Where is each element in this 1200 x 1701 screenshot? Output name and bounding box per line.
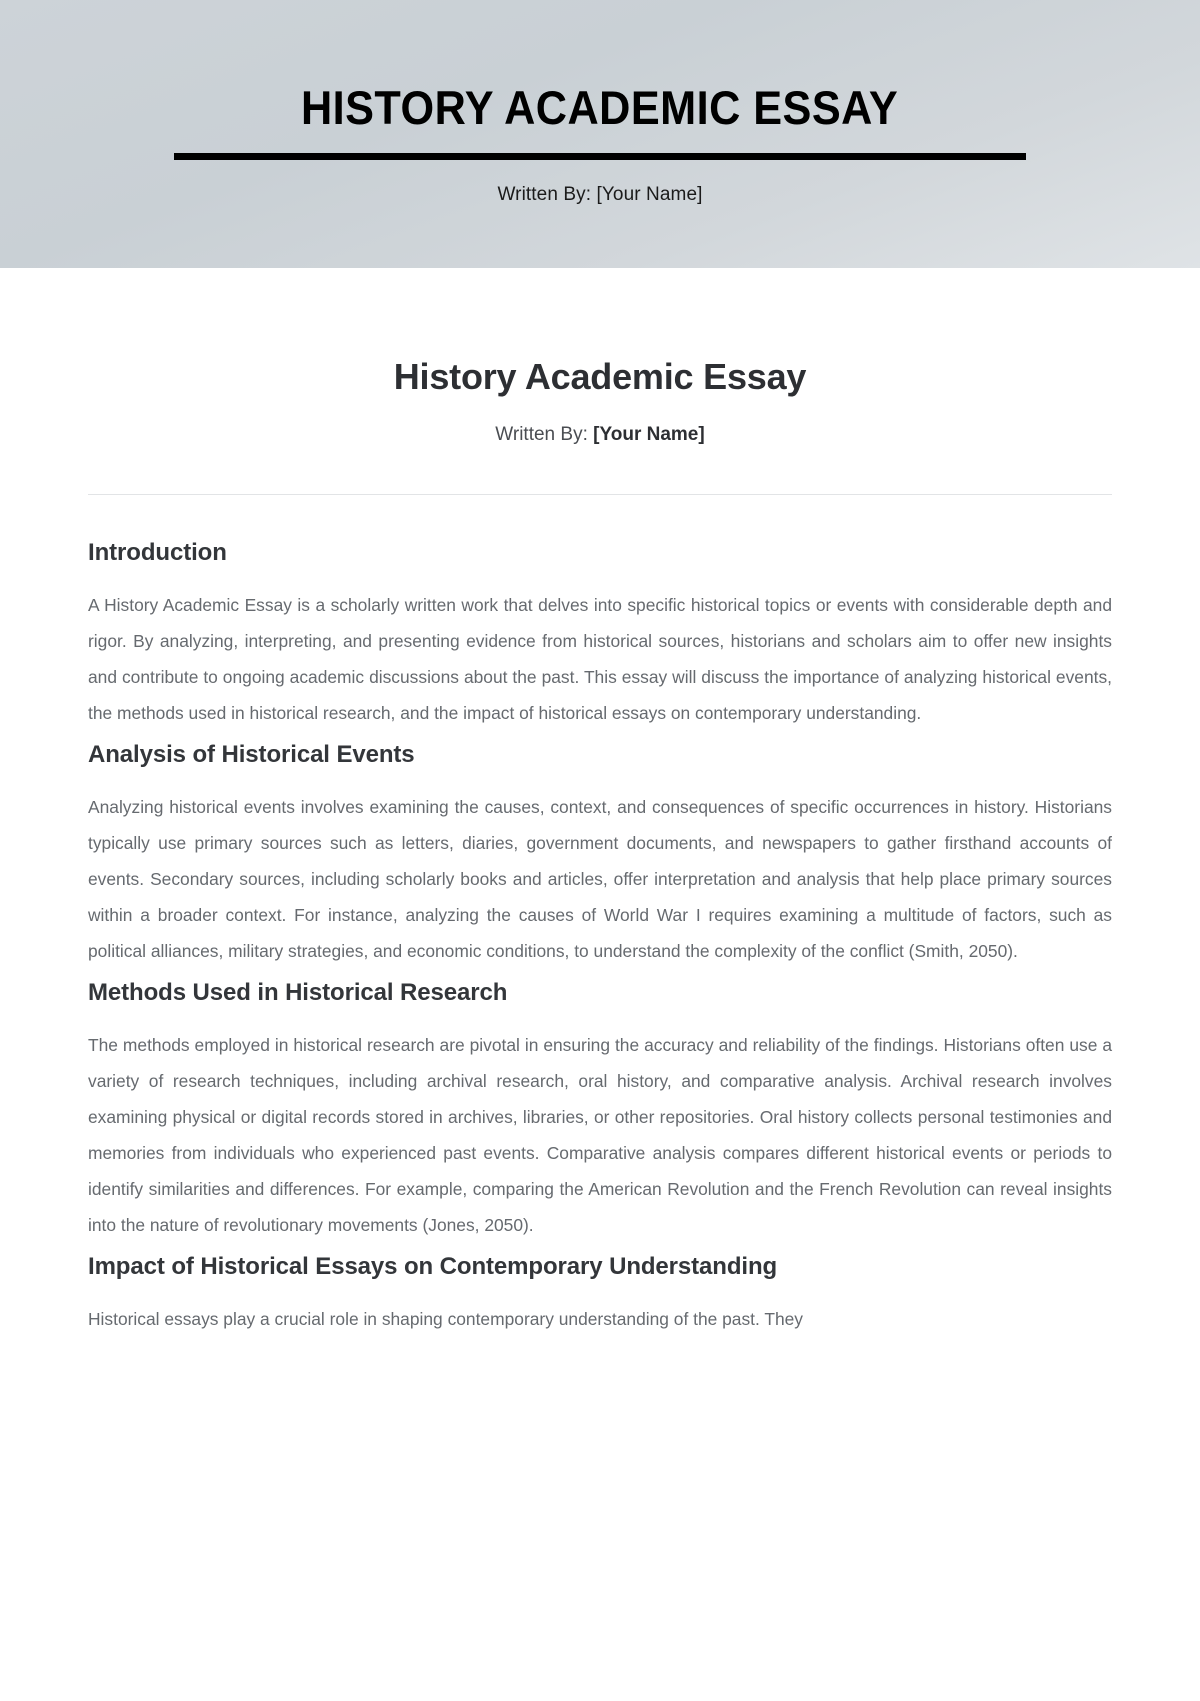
section-body-introduction: A History Academic Essay is a scholarly written work that delves into specific historical topics or events with considerable depth and rigor. By analyzing, interpreting, and presenting evidence from historical sources, historians and scholars aim to offer new insights and contribute to ongoing academic discussions about the past. This essay will discuss the importance of analyzing historical events, the methods used in historical research, and the impact of historical essays on contemporary understanding. bbox=[88, 595, 1112, 723]
section-body-analysis-of-historical-events: Analyzing historical events involves examining the causes, context, and consequences of specific occurrences in history. Historians typically use primary sources such as letters, diaries, government documents, and newspapers to gather firsthand accounts of events. Secondary sources, including scholarly books and articles, offer interpretation and analysis that help place primary sources within a broader context. For instance, analyzing the causes of World War I requires examining a multitude of factors, such as political alliances, military strategies, and economic conditions, to understand the complexity of the conflict (Smith, 2050). bbox=[88, 797, 1112, 961]
byline-value: [Your Name] bbox=[593, 424, 705, 445]
banner-title: HISTORY ACADEMIC ESSAY bbox=[301, 81, 899, 134]
byline-label: Written By: bbox=[495, 424, 588, 445]
banner-divider-rule bbox=[174, 153, 1026, 160]
document-title: History Academic Essay bbox=[393, 356, 807, 397]
banner-author-line: Written By: [Your Name] bbox=[497, 184, 703, 205]
section-heading-methods-used-in-historical-research: Methods Used in Historical Research bbox=[88, 979, 508, 1006]
section-body-methods-used-in-historical-research: The methods employed in historical research are pivotal in ensuring the accuracy and reliability of the findings. Historians often use a variety of research techniques, including archival research, oral history, and comparative analysis. Archival research involves examining physical or digital records stored in archives, libraries, or other repositories. Oral history collects personal testimonies and memories from individuals who experienced past events. Comparative analysis compares different historical events or periods to identify similarities and differences. For example, comparing the American Revolution and the French Revolution can reveal insights into the nature of revolutionary movements (Jones, 2050). bbox=[88, 1035, 1112, 1235]
document-byline bbox=[88, 424, 1112, 446]
section-body-impact-of-historical-essays: Historical essays play a crucial role in shaping contemporary understanding of the past. They bbox=[88, 1309, 804, 1329]
section-heading-impact-of-historical-essays: Impact of Historical Essays on Contemporary Understanding bbox=[88, 1253, 778, 1280]
document-body bbox=[0, 356, 1200, 1337]
section-heading-introduction: Introduction bbox=[88, 539, 227, 566]
section-heading-analysis-of-historical-events: Analysis of Historical Events bbox=[88, 741, 415, 768]
cover-banner bbox=[0, 0, 1200, 268]
title-divider bbox=[88, 494, 1112, 495]
